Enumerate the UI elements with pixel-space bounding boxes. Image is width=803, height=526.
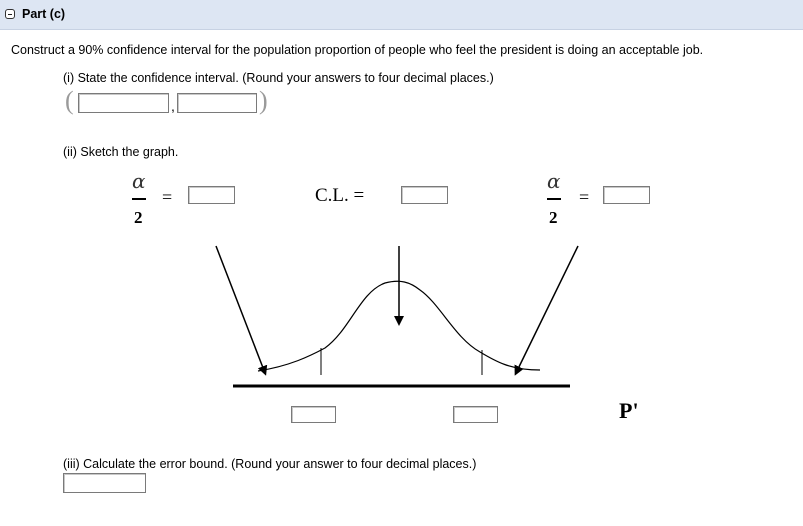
denominator-left: 2	[134, 208, 143, 227]
part-i-instruction: (i) State the confidence interval. (Round your answers to four decimal places.)	[63, 71, 494, 85]
part-iii-instruction: (iii) Calculate the error bound. (Round your answer to four decimal places.)	[63, 457, 477, 471]
confidence-level-label: C.L. =	[315, 185, 365, 206]
equals-left: =	[162, 187, 173, 207]
part-title: Part (c)	[22, 7, 66, 21]
alpha-symbol-right: α	[547, 169, 561, 193]
part-ii-instruction: (ii) Sketch the graph.	[63, 145, 179, 159]
alpha-symbol-left: α	[132, 169, 146, 193]
upper-bound-input[interactable]	[453, 406, 498, 423]
question-text: Construct a 90% confidence interval for the population proportion of people who feel the president is doing an acceptable job.	[11, 43, 704, 57]
ci-separator: ,	[171, 98, 175, 114]
lower-bound-input[interactable]	[291, 406, 336, 423]
equals-right: =	[579, 187, 590, 207]
close-paren: )	[259, 86, 268, 115]
denominator-right: 2	[549, 208, 558, 227]
left-tail-arrow	[216, 246, 265, 373]
right-tail-arrow	[516, 246, 578, 373]
open-paren: (	[65, 86, 74, 115]
axis-label-p-prime: P'	[619, 398, 639, 423]
error-bound-input[interactable]	[63, 473, 146, 493]
